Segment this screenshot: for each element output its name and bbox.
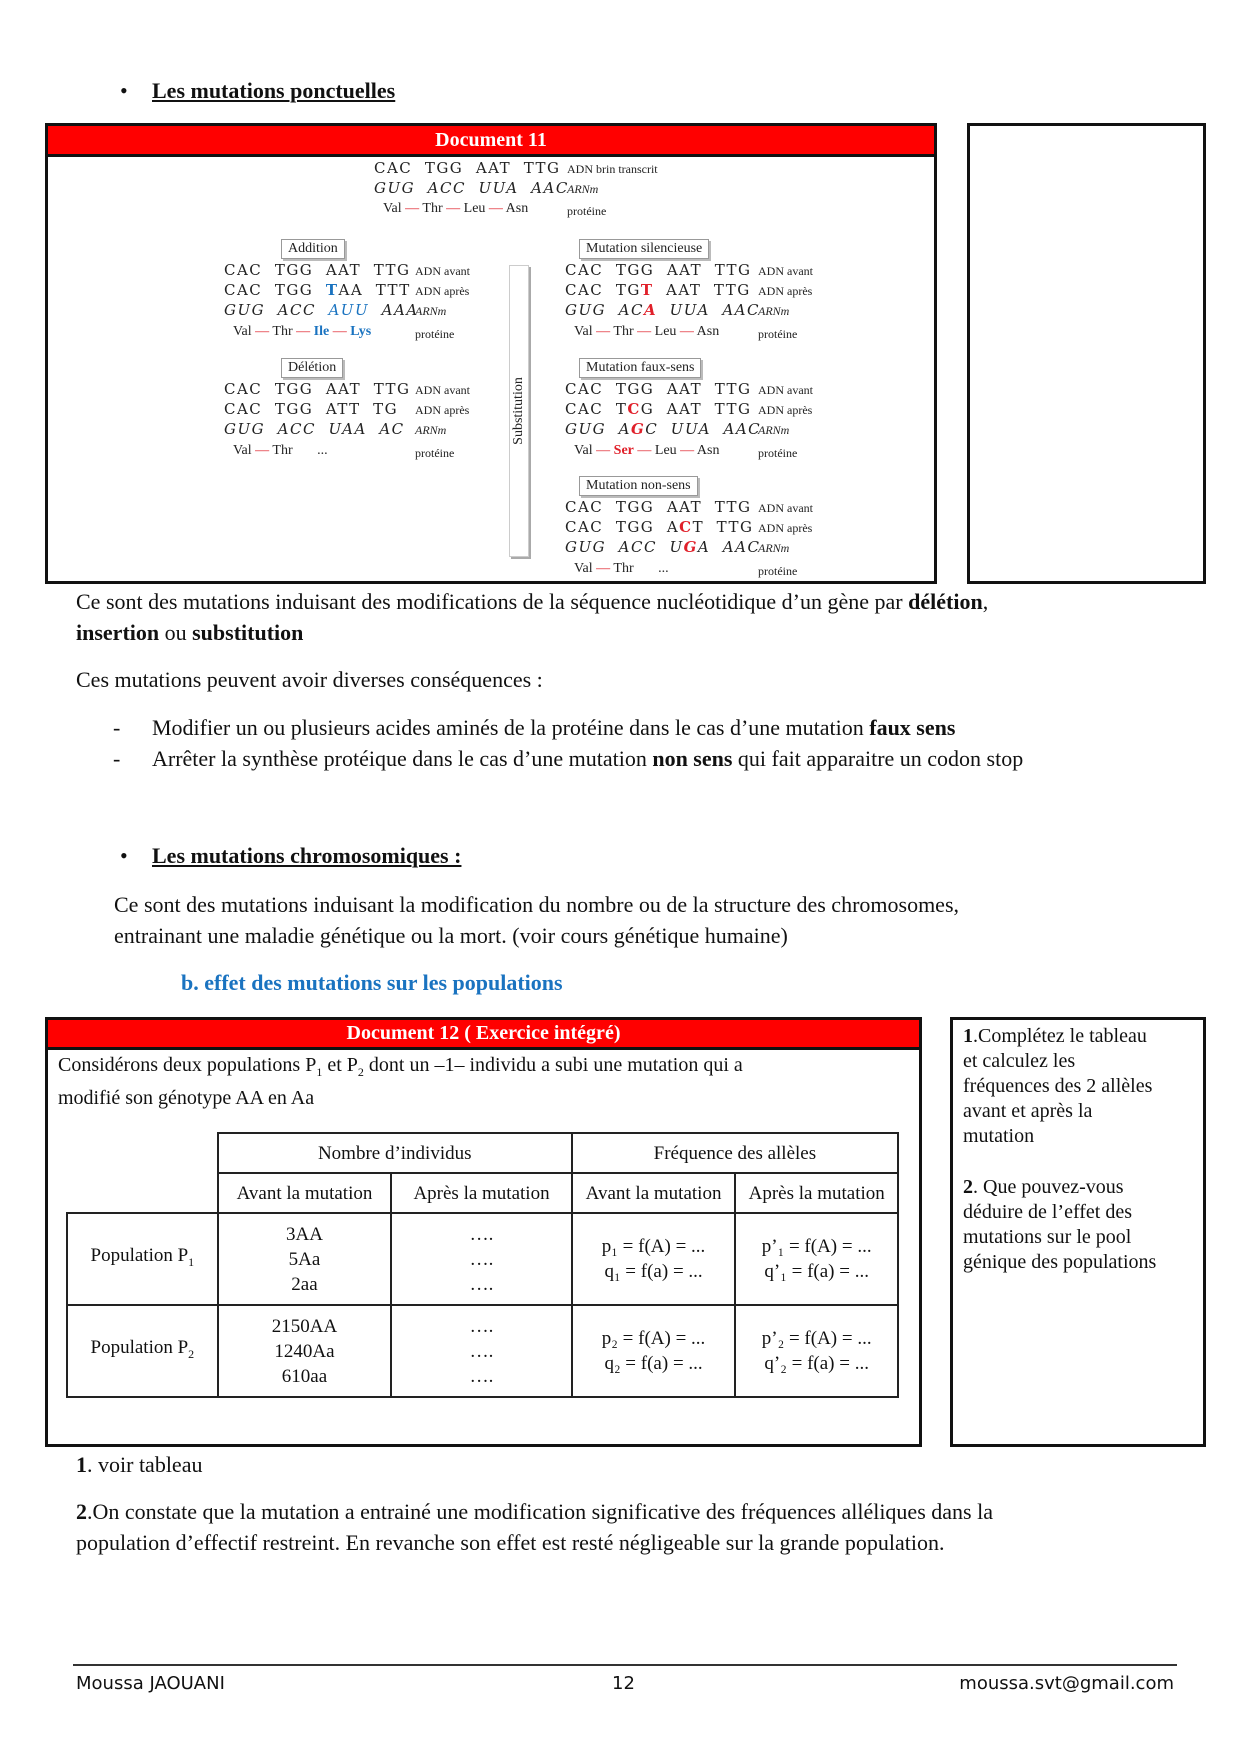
footer-author: Moussa JAOUANI — [76, 1673, 225, 1694]
substitution-bracket — [509, 265, 529, 557]
document-11-box — [45, 123, 937, 584]
label-adn-apres: ADN après — [758, 521, 813, 535]
label-proteine: protéine — [758, 327, 798, 341]
silent-dna-after: CAC TGT AAT TTG — [565, 281, 751, 299]
answer-2: 2.On constate que la mutation a entrainé une modification significative des fréquences alléliques dans la population d’effectif restreint. En revanche son effet est resté négligeable sur la grande population. — [76, 1499, 993, 1555]
label-arnm: ARNm — [415, 423, 447, 437]
document-11-title: Document 11 — [48, 126, 934, 157]
label-proteine: protéine — [758, 564, 798, 578]
population-label: Population $P_1$ — [67, 1213, 218, 1305]
population-label: Population $P_2$ — [67, 1305, 218, 1397]
freq-before[interactable]: p₂ = f(A) = ... q₂ = f(a) = ... — [572, 1305, 736, 1397]
label-adn-apres: ADN après — [758, 403, 813, 417]
label-adn-avant: ADN avant — [758, 501, 813, 515]
ref-protein: Val — Thr — Leu — Asn — [383, 201, 529, 216]
silent-mutation-tag: Mutation silencieuse — [579, 239, 709, 259]
heading-text: Les mutations chromosomiques : — [152, 843, 462, 868]
missense-dna-before: CAC TGG AAT TTG — [565, 380, 752, 398]
answer-1: 1. voir tableau — [76, 1452, 203, 1477]
missense-dna-after: CAC TCG AAT TTG — [565, 400, 752, 418]
freq-before[interactable]: p₁ = f(A) = ... q₁ = f(a) = ... — [572, 1213, 736, 1305]
group-header-frequency: Fréquence des allèles — [572, 1133, 898, 1173]
label-adn-apres: ADN après — [758, 284, 813, 298]
questions-box — [950, 1017, 1206, 1447]
ref-dna-label: ADN brin transcrit — [567, 162, 658, 176]
paragraph-point-mutations-definition: Ce sont des mutations induisant des modifications de la séquence nucléotidique d’un gène par délétion, insertion ou substitution — [76, 589, 989, 645]
bullet-icon: • — [120, 78, 128, 103]
answer-box-empty — [967, 123, 1206, 584]
subheading-population-effects: b. effet des mutations sur les populations — [181, 970, 563, 995]
deletion-dna-before: CAC TGG AAT TTG — [224, 380, 411, 398]
label-adn-avant: ADN avant — [415, 264, 470, 278]
section-heading-point-mutations — [120, 78, 620, 108]
sub-header: Avant la mutation — [572, 1173, 736, 1213]
footer-divider — [73, 1664, 1177, 1666]
label-arnm: ARNm — [415, 304, 447, 318]
label-adn-avant: ADN avant — [758, 383, 813, 397]
deletion-protein: Val — Thr ... — [233, 443, 328, 458]
freq-after[interactable]: p’₂ = f(A) = ... q’₂ = f(a) = ... — [735, 1305, 898, 1397]
ref-dna-sequence: CAC TGG AAT TTG — [374, 159, 561, 177]
footer-email: moussa.svt@gmail.com — [959, 1673, 1174, 1694]
section-heading-chromosomal-mutations — [120, 843, 620, 873]
count-after[interactable]: …. …. …. — [391, 1213, 572, 1305]
ref-mrna-label: ARNm — [567, 182, 599, 196]
count-before: 2150AA 1240Aa 610aa — [218, 1305, 392, 1397]
addition-mrna: GUG ACC AUU AAA — [224, 301, 419, 319]
label-arnm: ARNm — [758, 304, 790, 318]
allele-frequency-table — [66, 1132, 899, 1398]
doc12-intro: Considérons deux populations $P_1$ et $P_2$ dont un –1– individu a subi une mutation qui a modifié son génotype AA en Aa — [58, 1054, 743, 1109]
table-row — [67, 1213, 898, 1305]
nonsense-mrna: GUG ACC UGA AAC — [565, 538, 761, 556]
addition-protein: Val — Thr — Ile — Lys — [233, 324, 372, 339]
freq-after[interactable]: p’₁ = f(A) = ... q’₁ = f(a) = ... — [735, 1213, 898, 1305]
question-2: 2. Que pouvez-vous déduire de l’effet des mutations sur le pool génique des populations — [963, 1176, 1157, 1273]
silent-dna-before: CAC TGG AAT TTG — [565, 261, 752, 279]
label-adn-avant: ADN avant — [758, 264, 813, 278]
label-arnm: ARNm — [758, 541, 790, 555]
label-proteine: protéine — [415, 327, 455, 341]
document-12-title: Document 12 ( Exercice intégré) — [48, 1020, 919, 1050]
missense-mutation-tag: Mutation faux-sens — [579, 358, 701, 378]
sub-header: Après la mutation — [391, 1173, 572, 1213]
label-adn-apres: ADN après — [415, 403, 470, 417]
nonsense-dna-after: CAC TGG ACT TTG — [565, 518, 754, 536]
label-adn-apres: ADN après — [415, 284, 470, 298]
addition-tag: Addition — [281, 239, 345, 259]
missense-protein: Val — Ser — Leu — Asn — [574, 443, 720, 458]
deletion-mrna: GUG ACC UAA AC — [224, 420, 405, 438]
bullet-icon: • — [120, 843, 128, 868]
missense-mrna: GUG AGC UUA AAC — [565, 420, 762, 438]
label-proteine: protéine — [415, 446, 455, 460]
substitution-label: Substitution — [511, 377, 526, 445]
count-before: 3AA 5Aa 2aa — [218, 1213, 392, 1305]
addition-dna-after: CAC TGG TAA TTT — [224, 281, 411, 299]
label-adn-avant: ADN avant — [415, 383, 470, 397]
nonsense-dna-before: CAC TGG AAT TTG — [565, 498, 752, 516]
sub-header: Avant la mutation — [218, 1173, 392, 1213]
nonsense-protein: Val — Thr ... — [574, 561, 669, 576]
paragraph-consequences-intro: Ces mutations peuvent avoir diverses conséquences : — [76, 667, 543, 692]
deletion-tag: Délétion — [281, 358, 343, 378]
ref-protein-label: protéine — [567, 204, 607, 218]
sub-header: Après la mutation — [735, 1173, 898, 1213]
footer-page-number: 12 — [612, 1673, 635, 1694]
count-after[interactable]: …. …. …. — [391, 1305, 572, 1397]
ref-mrna-sequence: GUG ACC UUA AAC — [374, 179, 569, 197]
paragraph-chromosomal-definition: Ce sont des mutations induisant la modification du nombre ou de la structure des chromosomes, entrainant une maladie génétique ou la mort. (voir cours génétique humaine) — [114, 892, 960, 948]
consequence-item: - Arrêter la synthèse protéique dans le cas d’une mutation non sens qui fait apparaitre un codon stop — [113, 746, 1024, 771]
nonsense-mutation-tag: Mutation non-sens — [579, 476, 698, 496]
consequence-item: - Modifier un ou plusieurs acides aminés de la protéine dans le cas d’une mutation faux sens — [113, 715, 956, 740]
table-row — [67, 1305, 898, 1397]
label-proteine: protéine — [758, 446, 798, 460]
question-1: 1.Complétez le tableau et calculez les fréquences des 2 allèles avant et après la mutation — [963, 1025, 1153, 1147]
label-arnm: ARNm — [758, 423, 790, 437]
heading-text: Les mutations ponctuelles — [152, 78, 396, 103]
addition-dna-before: CAC TGG AAT TTG — [224, 261, 411, 279]
deletion-dna-after: CAC TGG ATT TG — [224, 400, 399, 418]
group-header-count: Nombre d’individus — [218, 1133, 572, 1173]
silent-protein: Val — Thr — Leu — Asn — [574, 324, 720, 339]
silent-mrna: GUG ACA UUA AAC — [565, 301, 760, 319]
